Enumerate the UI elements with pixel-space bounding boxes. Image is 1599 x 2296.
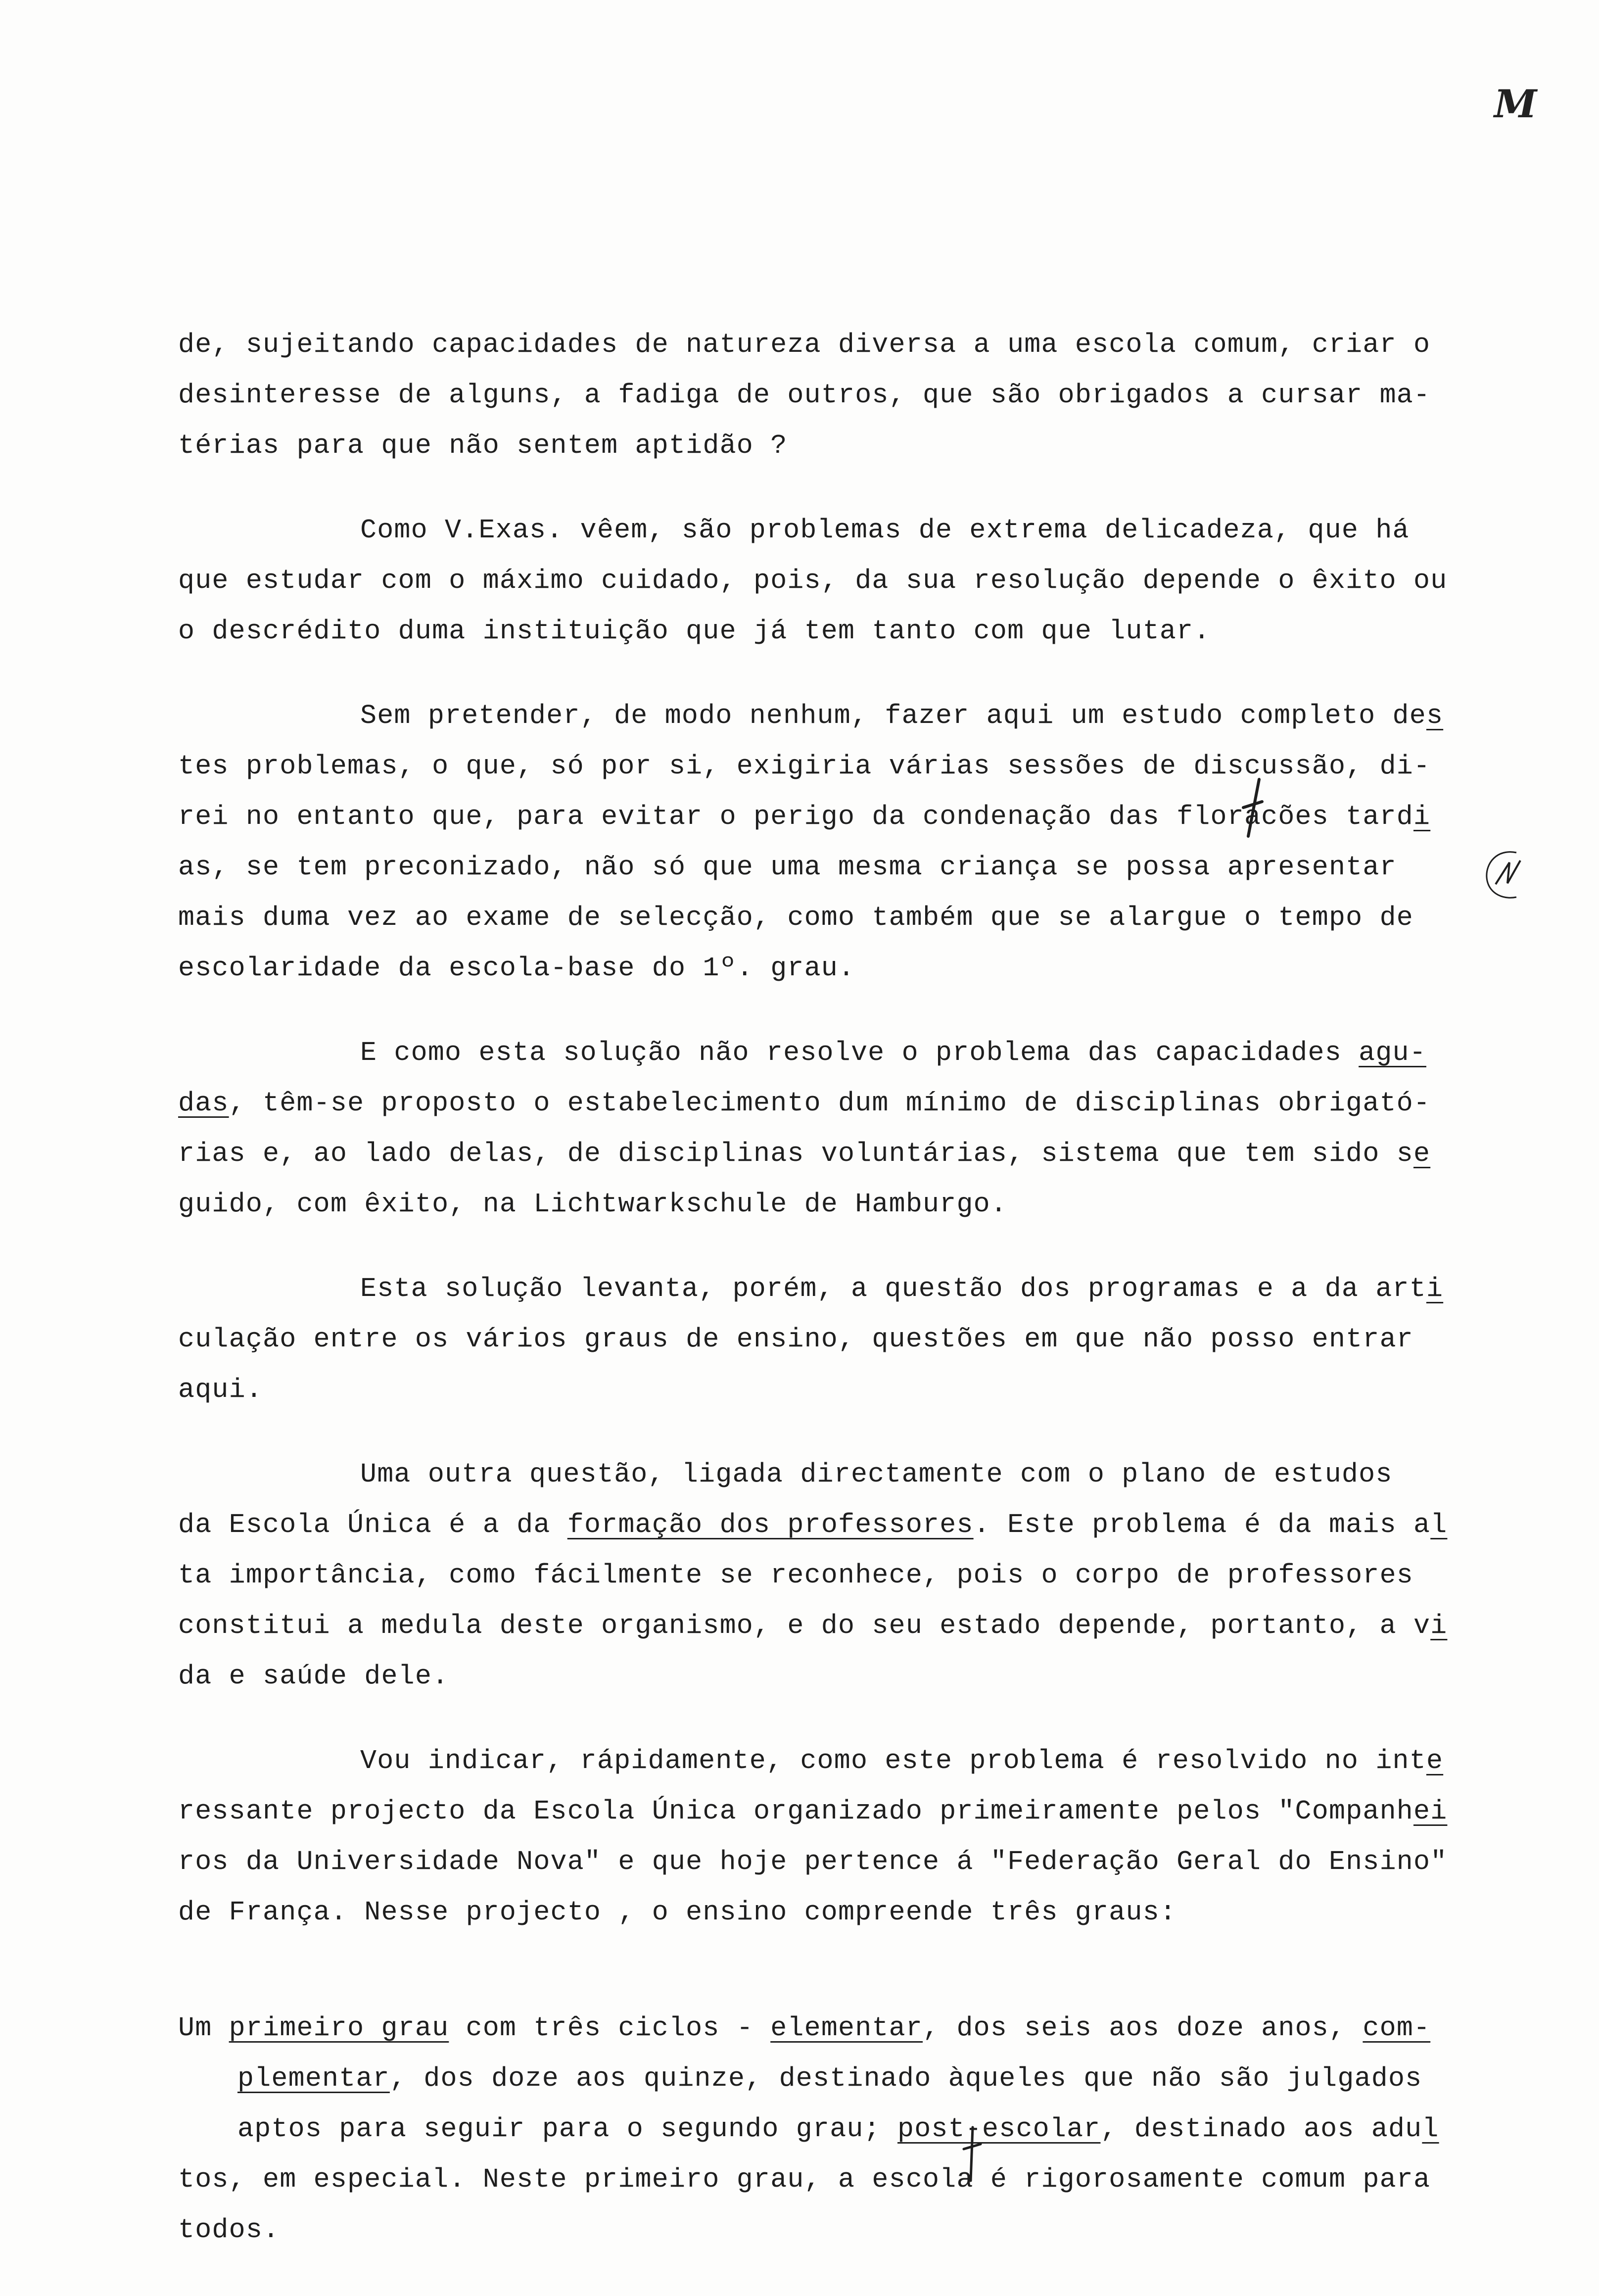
text-line <box>178 1136 1430 1172</box>
underlined-text: post-escolar <box>897 2113 1101 2145</box>
underlined-text: plementar <box>237 2063 390 2094</box>
text-line <box>178 850 1397 885</box>
text-segment: ros da Universidade Nova" e que hoje pertence á "Federação Geral do Ensino" <box>178 1846 1448 1877</box>
text-line <box>178 1608 1447 1644</box>
text-segment: da Escola Única é a da <box>178 1509 567 1540</box>
underlined-text: agu- <box>1359 1037 1426 1068</box>
text-segment: rei no entanto que, para evitar o perigo da condenação das floracões tard <box>178 801 1413 832</box>
underlined-text: e <box>1426 1745 1444 1776</box>
text-line <box>178 1895 1176 1930</box>
text-line <box>360 1743 1443 1779</box>
text-segment: Como V.Exas. vêem, são problemas de extrema delicadeza, que há <box>360 515 1410 546</box>
text-line <box>178 1659 449 1694</box>
text-segment: Esta solução levanta, porém, a questão dos programas e a da art <box>360 1273 1426 1304</box>
underlined-text: s <box>1426 700 1444 731</box>
text-segment: , dos seis aos doze anos, <box>923 2012 1363 2044</box>
underlined-text: i <box>1413 801 1431 832</box>
underlined-text: i <box>1430 1610 1448 1641</box>
text-line <box>178 1794 1447 1829</box>
text-segment: desinteresse de alguns, a fadiga de outros, que são obrigados a cursar ma- <box>178 380 1431 411</box>
underlined-text: e <box>1413 1138 1431 1169</box>
underlined-text: ei <box>1413 1796 1448 1827</box>
underlined-text: l <box>1430 1509 1448 1540</box>
page-number: M <box>1494 82 1537 127</box>
text-line <box>360 1035 1426 1071</box>
text-segment: o descrédito duma instituição que já tem tanto com que lutar. <box>178 616 1211 647</box>
text-segment: aqui. <box>178 1374 263 1405</box>
text-line <box>178 2010 1430 2046</box>
text-line <box>178 2162 1430 2198</box>
text-segment: culação entre os vários graus de ensino, questões em que não posso entrar <box>178 1324 1413 1355</box>
text-line <box>178 749 1430 784</box>
text-segment: as, se tem preconizado, não só que uma mesma criança se possa apresentar <box>178 852 1397 883</box>
underlined-text: formação dos professores <box>567 1509 974 1540</box>
text-line <box>237 2111 1439 2147</box>
text-segment: guido, com êxito, na Lichtwarkschule de Hamburgo. <box>178 1189 1008 1220</box>
text-segment: E como esta solução não resolve o problema das capacidades <box>360 1037 1359 1068</box>
text-segment: ressante projecto da Escola Única organizado primeiramente pelos "Companh <box>178 1796 1413 1827</box>
text-segment: térias para que não sentem aptidão ? <box>178 430 788 461</box>
text-line <box>178 799 1430 835</box>
text-segment: Vou indicar, rápidamente, como este problema é resolvido no int <box>360 1745 1426 1776</box>
text-segment: de, sujeitando capacidades de natureza diversa a uma escola comum, criar o <box>178 329 1431 360</box>
text-segment: Uma outra questão, ligada directamente com o plano de estudos <box>360 1459 1393 1490</box>
text-line <box>360 1271 1443 1307</box>
text-line <box>178 428 787 464</box>
text-line <box>178 1372 263 1408</box>
text-segment: que estudar com o máximo cuidado, pois, da sua resolução depende o êxito ou <box>178 565 1448 596</box>
text-line <box>178 1558 1413 1593</box>
text-segment: com três ciclos - <box>449 2012 771 2044</box>
text-line <box>178 378 1430 413</box>
text-segment: Um <box>178 2012 229 2044</box>
text-segment: constitui a medula deste organismo, e do seu estado depende, portanto, a v <box>178 1610 1431 1641</box>
underlined-text: l <box>1422 2113 1439 2145</box>
underlined-text: das <box>178 1088 229 1119</box>
text-line <box>178 1507 1447 1543</box>
underlined-text: primeiro grau <box>229 2012 449 2044</box>
text-line <box>178 1187 1007 1222</box>
text-line <box>237 2061 1422 2097</box>
text-segment: Sem pretender, de modo nenhum, fazer aqui um estudo completo de <box>360 700 1426 731</box>
text-segment: tes problemas, o que, só por si, exigiria várias sessões de discussão, di- <box>178 751 1431 782</box>
underlined-text: i <box>1426 1273 1444 1304</box>
text-segment: todos. <box>178 2214 280 2246</box>
text-segment: mais duma vez ao exame de selecção, como também que se alargue o tempo de <box>178 902 1413 933</box>
text-line <box>178 2212 280 2248</box>
text-segment: da e saúde dele. <box>178 1661 449 1692</box>
text-segment: , destinado aos adu <box>1100 2113 1422 2145</box>
text-segment: tos, em especial. Neste primeiro grau, a escola é rigorosamente comum para <box>178 2164 1431 2195</box>
text-line <box>360 698 1443 734</box>
text-segment: escolaridade da escola-base do 1º. grau. <box>178 953 855 984</box>
underlined-text: com- <box>1363 2012 1431 2044</box>
text-line <box>178 1322 1413 1357</box>
text-line <box>178 327 1430 363</box>
text-segment: . Este problema é da mais a <box>973 1509 1431 1540</box>
handwritten-correction-mark <box>1482 849 1529 903</box>
text-segment: , dos doze aos quinze, destinado àqueles que não são julgados <box>389 2063 1422 2094</box>
text-line <box>178 1844 1447 1880</box>
underlined-text: elementar <box>770 2012 923 2044</box>
text-segment: aptos para seguir para o segundo grau; <box>237 2113 898 2145</box>
text-line <box>178 563 1447 599</box>
text-segment: ta importância, como fácilmente se reconhece, pois o corpo de professores <box>178 1560 1413 1591</box>
text-segment: de França. Nesse projecto , o ensino compreende três graus: <box>178 1897 1177 1928</box>
text-segment: rias e, ao lado delas, de disciplinas voluntárias, sistema que tem sido s <box>178 1138 1413 1169</box>
text-line <box>360 1457 1393 1492</box>
text-line <box>178 951 855 986</box>
text-line <box>178 614 1211 649</box>
text-segment: , têm-se proposto o estabelecimento dum mínimo de disciplinas obrigató- <box>229 1088 1431 1119</box>
text-line <box>178 900 1413 936</box>
text-line <box>178 1086 1430 1121</box>
text-line <box>360 513 1410 548</box>
